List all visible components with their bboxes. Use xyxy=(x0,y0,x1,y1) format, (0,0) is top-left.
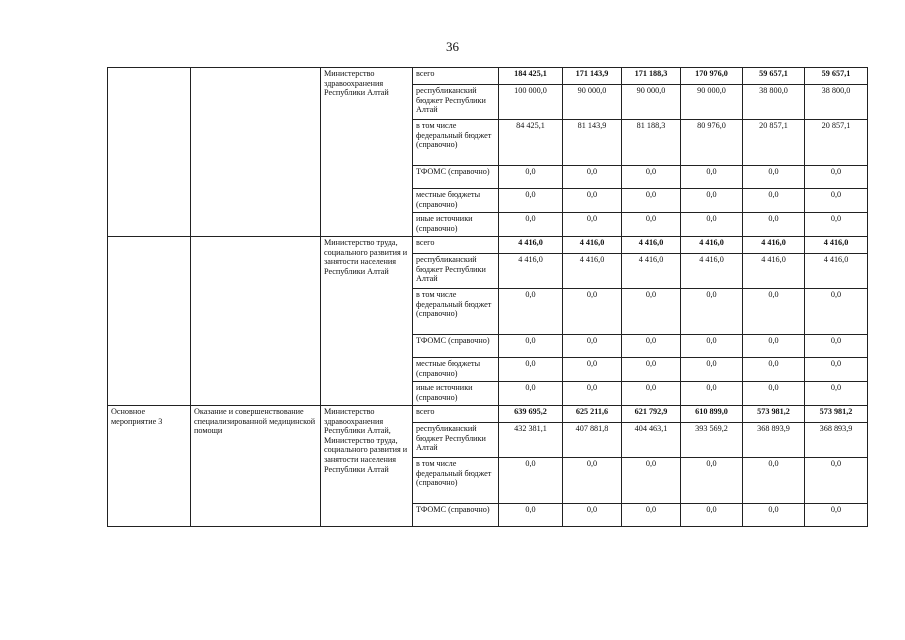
funding-source-cell: местные бюджеты (справочно) xyxy=(413,189,499,213)
amount-cell: 90 000,0 xyxy=(563,85,622,120)
amount-cell: 0,0 xyxy=(563,504,622,527)
amount-cell: 4 416,0 xyxy=(622,254,681,289)
amount-cell: 0,0 xyxy=(563,289,622,335)
amount-cell: 0,0 xyxy=(743,213,805,237)
amount-cell: 4 416,0 xyxy=(563,254,622,289)
amount-cell: 0,0 xyxy=(499,458,563,504)
amount-cell: 0,0 xyxy=(743,504,805,527)
amount-cell: 0,0 xyxy=(622,382,681,406)
amount-cell: 0,0 xyxy=(499,358,563,382)
amount-cell: 393 569,2 xyxy=(681,423,743,458)
amount-cell: 610 899,0 xyxy=(681,406,743,423)
activity-cell: Основное мероприятие 3 xyxy=(108,406,191,527)
amount-cell: 4 416,0 xyxy=(622,237,681,254)
amount-cell: 0,0 xyxy=(563,458,622,504)
amount-cell: 573 981,2 xyxy=(743,406,805,423)
amount-cell: 0,0 xyxy=(499,213,563,237)
amount-cell: 80 976,0 xyxy=(681,120,743,166)
amount-cell: 0,0 xyxy=(743,289,805,335)
amount-cell: 407 881,8 xyxy=(563,423,622,458)
amount-cell: 38 800,0 xyxy=(805,85,868,120)
amount-cell: 0,0 xyxy=(499,189,563,213)
amount-cell: 84 425,1 xyxy=(499,120,563,166)
amount-cell: 639 695,2 xyxy=(499,406,563,423)
amount-cell: 81 143,9 xyxy=(563,120,622,166)
amount-cell: 0,0 xyxy=(805,458,868,504)
amount-cell: 0,0 xyxy=(499,382,563,406)
amount-cell: 0,0 xyxy=(805,213,868,237)
funding-source-cell: всего xyxy=(413,68,499,85)
amount-cell: 0,0 xyxy=(805,382,868,406)
amount-cell: 170 976,0 xyxy=(681,68,743,85)
activity-cell xyxy=(108,68,191,237)
table-row xyxy=(108,406,868,423)
amount-cell: 0,0 xyxy=(622,213,681,237)
amount-cell: 0,0 xyxy=(681,358,743,382)
amount-cell: 0,0 xyxy=(743,358,805,382)
amount-cell: 0,0 xyxy=(622,504,681,527)
amount-cell: 621 792,9 xyxy=(622,406,681,423)
amount-cell: 0,0 xyxy=(743,458,805,504)
amount-cell: 0,0 xyxy=(681,504,743,527)
amount-cell: 368 893,9 xyxy=(743,423,805,458)
amount-cell: 0,0 xyxy=(743,189,805,213)
activity-name-cell: Оказание и совершенствование специализированной медицинской помощи xyxy=(191,406,321,527)
funding-source-cell: в том числе федеральный бюджет (справочно) xyxy=(413,458,499,504)
amount-cell: 0,0 xyxy=(681,458,743,504)
amount-cell: 0,0 xyxy=(743,382,805,406)
activity-name-cell xyxy=(191,237,321,406)
amount-cell: 100 000,0 xyxy=(499,85,563,120)
funding-source-cell: ТФОМС (справочно) xyxy=(413,335,499,358)
amount-cell: 0,0 xyxy=(681,382,743,406)
amount-cell: 0,0 xyxy=(743,166,805,189)
amount-cell: 0,0 xyxy=(681,189,743,213)
funding-source-cell: ТФОМС (справочно) xyxy=(413,504,499,527)
funding-source-cell: республиканский бюджет Республики Алтай xyxy=(413,85,499,120)
amount-cell: 0,0 xyxy=(563,382,622,406)
amount-cell: 59 657,1 xyxy=(805,68,868,85)
table-row xyxy=(108,68,868,85)
funding-source-cell: иные источники (справочно) xyxy=(413,382,499,406)
page-number: 36 xyxy=(446,39,459,54)
funding-source-cell: в том числе федеральный бюджет (справочно) xyxy=(413,120,499,166)
amount-cell: 4 416,0 xyxy=(499,237,563,254)
amount-cell: 0,0 xyxy=(622,458,681,504)
amount-cell: 59 657,1 xyxy=(743,68,805,85)
amount-cell: 0,0 xyxy=(622,335,681,358)
amount-cell: 0,0 xyxy=(622,166,681,189)
amount-cell: 20 857,1 xyxy=(743,120,805,166)
amount-cell: 0,0 xyxy=(622,189,681,213)
amount-cell: 0,0 xyxy=(681,213,743,237)
amount-cell: 4 416,0 xyxy=(681,237,743,254)
funding-source-cell: республиканский бюджет Республики Алтай xyxy=(413,254,499,289)
amount-cell: 0,0 xyxy=(499,289,563,335)
table-row xyxy=(108,237,868,254)
amount-cell: 0,0 xyxy=(563,189,622,213)
amount-cell: 171 143,9 xyxy=(563,68,622,85)
amount-cell: 432 381,1 xyxy=(499,423,563,458)
amount-cell: 0,0 xyxy=(499,335,563,358)
amount-cell: 4 416,0 xyxy=(805,237,868,254)
budget-table xyxy=(107,67,868,527)
executor-cell: Министерство здравоохранения Республики Алтай xyxy=(321,68,413,237)
amount-cell: 0,0 xyxy=(563,358,622,382)
amount-cell: 4 416,0 xyxy=(743,237,805,254)
funding-source-cell: в том числе федеральный бюджет (справочно) xyxy=(413,289,499,335)
amount-cell: 20 857,1 xyxy=(805,120,868,166)
amount-cell: 4 416,0 xyxy=(499,254,563,289)
amount-cell: 171 188,3 xyxy=(622,68,681,85)
amount-cell: 625 211,6 xyxy=(563,406,622,423)
amount-cell: 4 416,0 xyxy=(681,254,743,289)
amount-cell: 4 416,0 xyxy=(563,237,622,254)
amount-cell: 0,0 xyxy=(499,166,563,189)
amount-cell: 0,0 xyxy=(805,189,868,213)
funding-source-cell: ТФОМС (справочно) xyxy=(413,166,499,189)
funding-source-cell: республиканский бюджет Республики Алтай xyxy=(413,423,499,458)
amount-cell: 0,0 xyxy=(622,289,681,335)
amount-cell: 0,0 xyxy=(805,289,868,335)
amount-cell: 0,0 xyxy=(563,166,622,189)
funding-source-cell: местные бюджеты (справочно) xyxy=(413,358,499,382)
amount-cell: 0,0 xyxy=(743,335,805,358)
amount-cell: 0,0 xyxy=(622,358,681,382)
amount-cell: 0,0 xyxy=(499,504,563,527)
funding-source-cell: всего xyxy=(413,406,499,423)
executor-cell: Министерство здравоохранения Республики Алтай, Министерство труда, социального развития и занятости населения Республики Алтай xyxy=(321,406,413,527)
amount-cell: 404 463,1 xyxy=(622,423,681,458)
amount-cell: 0,0 xyxy=(681,166,743,189)
funding-source-cell: всего xyxy=(413,237,499,254)
executor-cell: Министерство труда, социального развития и занятости населения Республики Алтай xyxy=(321,237,413,406)
amount-cell: 90 000,0 xyxy=(681,85,743,120)
amount-cell: 0,0 xyxy=(805,166,868,189)
amount-cell: 368 893,9 xyxy=(805,423,868,458)
amount-cell: 38 800,0 xyxy=(743,85,805,120)
amount-cell: 81 188,3 xyxy=(622,120,681,166)
amount-cell: 0,0 xyxy=(563,213,622,237)
amount-cell: 4 416,0 xyxy=(805,254,868,289)
amount-cell: 0,0 xyxy=(681,289,743,335)
amount-cell: 573 981,2 xyxy=(805,406,868,423)
amount-cell: 0,0 xyxy=(805,504,868,527)
amount-cell: 4 416,0 xyxy=(743,254,805,289)
amount-cell: 184 425,1 xyxy=(499,68,563,85)
activity-cell xyxy=(108,237,191,406)
amount-cell: 0,0 xyxy=(805,335,868,358)
amount-cell: 0,0 xyxy=(563,335,622,358)
amount-cell: 0,0 xyxy=(805,358,868,382)
amount-cell: 0,0 xyxy=(681,335,743,358)
amount-cell: 90 000,0 xyxy=(622,85,681,120)
activity-name-cell xyxy=(191,68,321,237)
funding-source-cell: иные источники (справочно) xyxy=(413,213,499,237)
